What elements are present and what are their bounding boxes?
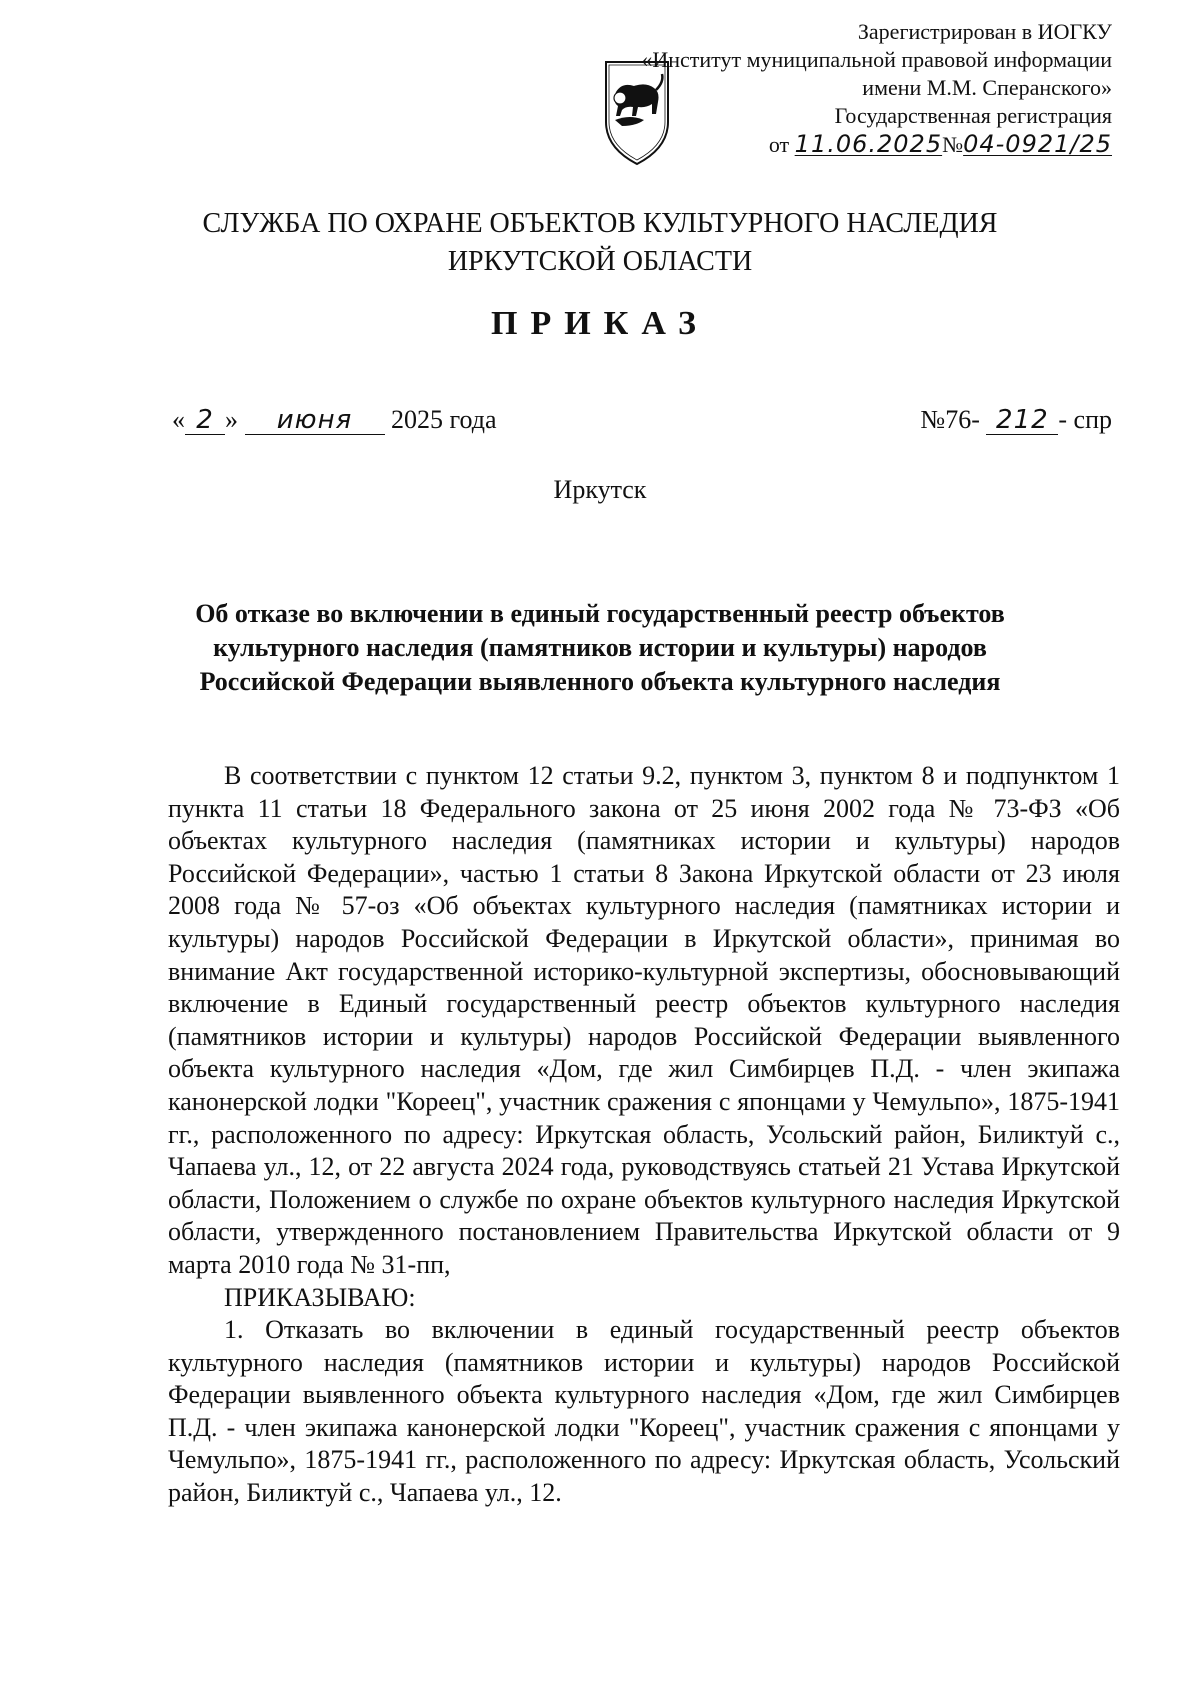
registration-line-1: Зарегистрирован в ИОГКУ [857,19,1112,44]
date-day: 2 [196,405,214,435]
document-body [168,760,1120,1510]
order-number-value: 212 [996,405,1049,435]
order-number-prefix: №76- [920,405,980,434]
order-date [172,405,497,435]
order-number-field [986,406,1058,435]
irkutsk-coat-of-arms-icon [600,52,674,168]
date-year: 2025 года [391,405,497,434]
registration-number: 04-0921/25 [963,130,1112,158]
order-word: ПРИКАЗЫВАЮ: [224,1282,416,1312]
document-title-line-2: культурного наследия (памятников истории и культуры) народов [213,633,987,662]
date-close-quote: » [225,405,238,434]
date-month: июня [276,405,353,435]
document-title-line-3: Российской Федерации выявленного объекта культурного наследия [199,667,1001,696]
document-type-heading: ПРИКАЗ [491,305,709,342]
registration-stamp [641,18,1112,159]
registration-line-3: имени М.М. Сперанского» [862,75,1112,100]
date-number-row [172,405,1112,445]
registration-date: 11.06.2025 [794,130,943,158]
document-title-line-1: Об отказе во включении в единый государственный реестр объектов [195,599,1005,628]
agency-name [0,205,1200,281]
date-open-quote: « [172,405,185,434]
city-name: Иркутск [553,475,647,504]
date-day-field [185,406,225,435]
registration-date-line [641,130,1112,159]
order-item-1: 1. Отказать во включении в единый государственный реестр объектов культурного наследия (памятников истории и культуры) народов Российской Федерации выявленного объекта культурного наследия «Дом, где жил Симбирцев П.Д. - член экипажа канонерской лодки "Кореец", участник сражения с японцами у Чемульпо», 1875-1941 гг., расположенного по адресу: Иркутская область, Усольский район, Биликтуй с., Чапаева ул., 12. [168,1315,1120,1508]
registration-number-prefix: № [942,132,964,157]
date-month-field [245,406,385,435]
registration-line-4: Государственная регистрация [834,103,1112,128]
order-number [920,405,1112,435]
preamble-paragraph: В соответствии с пунктом 12 статьи 9.2, пунктом 3, пунктом 8 и подпунктом 1 пункта 11 статьи 18 Федерального закона от 25 июня 2002 года № 73-ФЗ «Об объектах культурного наследия (памятниках истории и культуры) народов Российской Федерации», частью 1 статьи 8 Закона Иркутской области от 23 июля 2008 года № 57-оз «Об объектах культурного наследия (памятниках истории и культуры) народов Российской Федерации в Иркутской области», принимая во внимание Акт государственной историко-культурной экспертизы, обосновывающий включение в Единый государственный реестр объектов культурного наследия (памятников истории и культуры) народов Российской Федерации выявленного объекта культурного наследия «Дом, где жил Симбирцев П.Д. - член экипажа канонерской лодки "Кореец", участник сражения с японцами у Чемульпо», 1875-1941 гг., расположенного по адресу: Иркутская область, Усольский район, Биликтуй с., Чапаева ул., 12, от 22 августа 2024 года, руководствуясь статьей 21 Устава Иркутской области, Положением о службе по охране объектов культурного наследия Иркутской области, утвержденного постановлением Правительства Иркутской области от 9 марта 2010 года № 31-пп, [168,761,1120,1279]
registration-from-prefix: от [768,132,790,157]
agency-name-line-2: ИРКУТСКОЙ ОБЛАСТИ [447,246,753,277]
document-title [180,597,1020,699]
order-number-suffix: - спр [1058,405,1112,434]
registration-line-2: «Институт муниципальной правовой информации [641,47,1112,72]
agency-name-line-1: СЛУЖБА ПО ОХРАНЕ ОБЪЕКТОВ КУЛЬТУРНОГО НАСЛЕДИЯ [202,208,998,239]
